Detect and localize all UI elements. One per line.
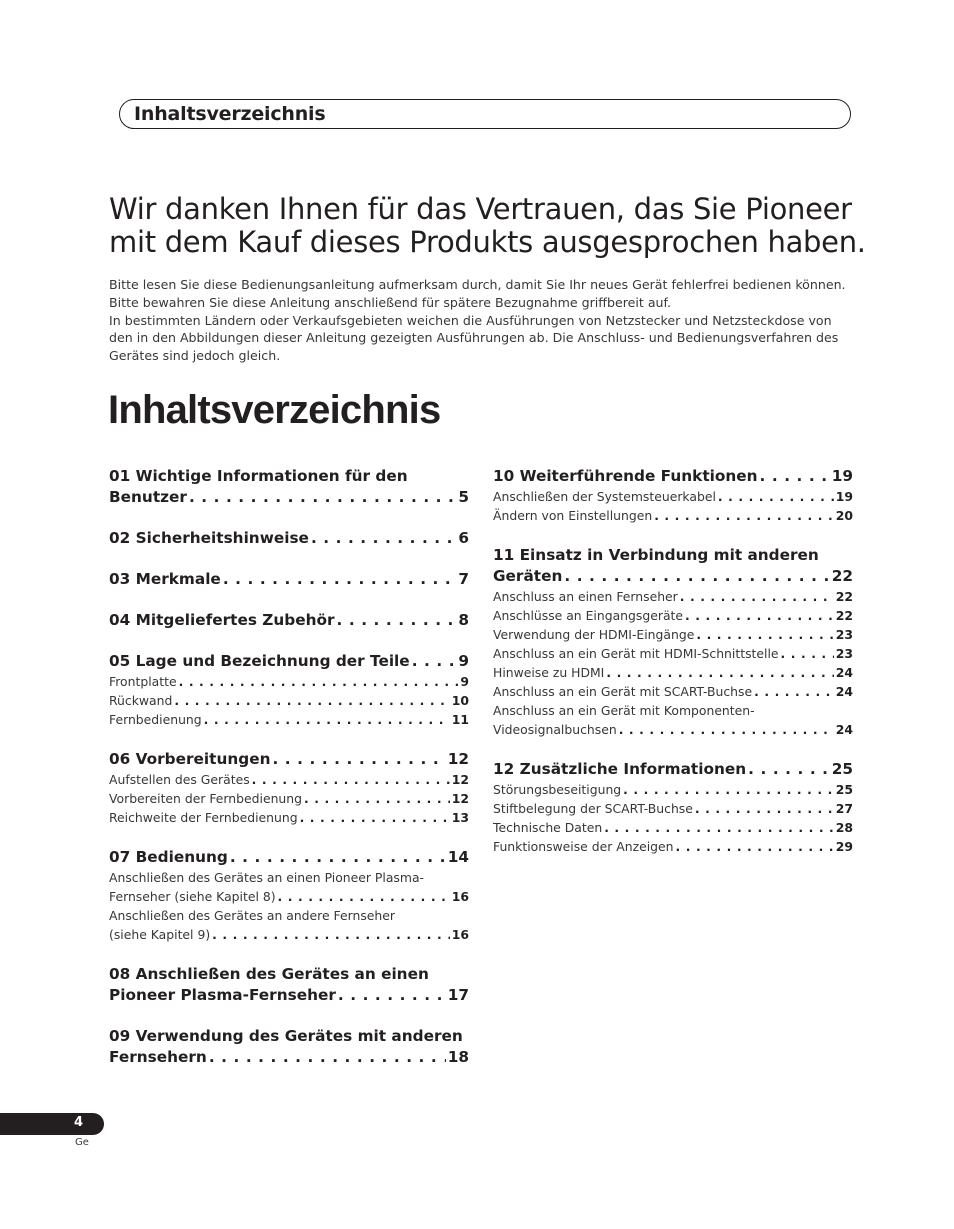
toc-subentry-row [109, 691, 469, 710]
leader-dots [338, 985, 446, 1006]
intro-heading-line-2: mit dem Kauf dieses Produkts ausgesprochen haben. [109, 225, 866, 259]
toc-subentry-label: Videosignalbuchsen [493, 722, 617, 737]
leader-dots [676, 837, 834, 856]
leader-dots [209, 1047, 446, 1068]
toc-subentry[interactable] [109, 868, 469, 906]
leader-dots [695, 799, 834, 818]
toc-chapter-title[interactable] [109, 964, 469, 1006]
toc-subentry[interactable] [109, 691, 469, 710]
toc-subentry-page: 24 [835, 665, 853, 680]
leader-dots [204, 710, 450, 729]
leader-dots [304, 789, 450, 808]
leader-dots [754, 682, 834, 701]
toc-subentry-page: 16 [451, 927, 469, 942]
toc-subentry-row [493, 818, 853, 837]
leader-dots [174, 691, 449, 710]
toc-subentry[interactable] [493, 587, 853, 606]
toc-subentry-row [493, 644, 853, 663]
leader-dots [189, 487, 456, 508]
leader-dots [654, 506, 834, 525]
toc-chapter-page: 18 [447, 1048, 469, 1066]
leader-dots [718, 487, 834, 506]
toc-subentry-page: 11 [451, 712, 469, 727]
toc-chapter-title-line: 11 Einsatz in Verbindung mit anderen [493, 546, 819, 564]
toc-chapter-label: 07 Bedienung [109, 848, 228, 866]
toc-chapter-label: 02 Sicherheitshinweise [109, 529, 309, 547]
toc-chapter-row [493, 566, 853, 587]
toc-chapter-title[interactable] [493, 545, 853, 587]
toc-subentry-label: Störungsbeseitigung [493, 782, 622, 797]
toc-subentry-label: Stiftbelegung der SCART-Buchse [493, 801, 693, 816]
toc-chapter [109, 610, 469, 631]
toc-chapter [109, 1026, 469, 1068]
toc-chapter-page: 14 [447, 848, 469, 866]
toc-chapter-row [109, 610, 469, 631]
toc-subentry-row [493, 606, 853, 625]
toc-subentry-row [493, 587, 853, 606]
toc-subentry[interactable] [109, 710, 469, 729]
toc-chapter-title[interactable] [109, 847, 469, 868]
toc-subentry-page: 20 [835, 508, 853, 523]
toc-chapter-label: 05 Lage und Bezeichnung der Teile [109, 652, 410, 670]
toc-subentry[interactable] [493, 818, 853, 837]
toc-subentry-page: 22 [835, 589, 853, 604]
toc-subentry[interactable] [109, 808, 469, 827]
toc-subentry[interactable] [109, 906, 469, 944]
leader-dots [619, 720, 834, 739]
toc-chapter-page: 8 [458, 611, 469, 629]
toc-column-left [109, 466, 469, 1088]
toc-subentry[interactable] [493, 606, 853, 625]
toc-subentry[interactable] [109, 672, 469, 691]
toc-chapter [493, 545, 853, 739]
toc-subentry-row [109, 672, 469, 691]
toc-subentry-label: (siehe Kapitel 9) [109, 927, 211, 942]
intro-paragraph-2: In bestimmten Ländern oder Verkaufsgebieten weichen die Ausführungen von Netzstecker und Netzsteckdose von den in den Abbildungen dieser Anleitung gezeigten Ausführungen ab. Die Anschluss- und Bedienungsverfahren des Gerätes sind jedoch gleich. [109, 312, 839, 364]
toc-chapter-page: 19 [831, 467, 853, 485]
toc-subentry-label: Vorbereiten der Fernbedienung [109, 791, 303, 806]
toc-chapter-label: Fernsehern [109, 1048, 207, 1066]
toc-subentry-row [493, 720, 853, 739]
toc-subentry-label: Funktionsweise der Anzeigen [493, 839, 674, 854]
toc-chapter-title-line: 09 Verwendung des Gerätes mit anderen [109, 1027, 463, 1045]
toc-subentry-row [493, 837, 853, 856]
toc-chapter-title[interactable] [109, 528, 469, 549]
toc-subentry-label: Fernbedienung [109, 712, 202, 727]
toc-chapter-page: 7 [458, 570, 469, 588]
toc-subentry-page: 27 [835, 801, 853, 816]
toc-subentry-row [109, 789, 469, 808]
toc-chapter [109, 749, 469, 827]
toc-chapter-page: 17 [447, 986, 469, 1004]
toc-chapter-page: 5 [458, 488, 469, 506]
toc-subentry-page: 24 [835, 684, 853, 699]
toc-title: Inhaltsverzeichnis [108, 388, 441, 432]
leader-dots [337, 610, 457, 631]
toc-chapter-page: 9 [458, 652, 469, 670]
toc-chapter-title[interactable] [109, 569, 469, 590]
toc-subentry[interactable] [109, 789, 469, 808]
toc-chapter-row [109, 651, 469, 672]
toc-chapter-row [109, 1047, 469, 1068]
toc-subentry-line: Anschluss an ein Gerät mit Komponenten- [493, 703, 755, 718]
toc-chapter [109, 466, 469, 508]
toc-subentry[interactable] [493, 487, 853, 506]
toc-chapter-row [109, 528, 469, 549]
toc-subentry-page: 28 [835, 820, 853, 835]
toc-chapter [109, 528, 469, 549]
page-number-tab [0, 1113, 104, 1135]
toc-subentry-row [109, 925, 469, 944]
toc-chapter-row [109, 749, 469, 770]
toc-subentry-label: Anschluss an ein Gerät mit HDMI-Schnittstelle [493, 646, 779, 661]
toc-chapter [109, 847, 469, 944]
leader-dots [680, 587, 834, 606]
toc-subentry[interactable] [493, 644, 853, 663]
leader-dots [781, 644, 834, 663]
toc-subentry-page: 23 [835, 627, 853, 642]
toc-subentry-page: 29 [835, 839, 853, 854]
toc-chapter-page: 25 [831, 760, 853, 778]
toc-subentry-page: 23 [835, 646, 853, 661]
toc-chapter [109, 964, 469, 1006]
toc-chapter-label: Benutzer [109, 488, 187, 506]
leader-dots [623, 780, 834, 799]
toc-subentry-label: Anschluss an ein Gerät mit SCART-Buchse [493, 684, 753, 699]
toc-subentry-row [493, 799, 853, 818]
toc-subentry[interactable] [493, 625, 853, 644]
toc-chapter [493, 466, 853, 525]
toc-chapter-title[interactable] [109, 749, 469, 770]
leader-dots [179, 672, 459, 691]
leader-dots [311, 528, 456, 549]
toc-chapter-title[interactable] [109, 466, 469, 508]
toc-subentry-page: 25 [835, 782, 853, 797]
leader-dots [230, 847, 446, 868]
toc-subentry-page: 16 [451, 889, 469, 904]
toc-subentry-row [109, 770, 469, 789]
toc-subentry-label: Anschlüsse an Eingangsgeräte [493, 608, 684, 623]
toc-chapter-page: 6 [458, 529, 469, 547]
toc-subentry-page: 9 [460, 674, 469, 689]
leader-dots [272, 749, 445, 770]
toc-chapter-label: 10 Weiterführende Funktionen [493, 467, 758, 485]
toc-chapter-page: 22 [831, 567, 853, 585]
toc-column-right [493, 466, 853, 876]
toc-chapter-title[interactable] [109, 1026, 469, 1068]
intro-paragraph-1: Bitte lesen Sie diese Bedienungsanleitung aufmerksam durch, damit Sie Ihr neues Gerät fehlerfrei bedienen können. Bitte bewahren Sie diese Anleitung anschließend für spätere Bezugnahme griffbereit auf. [109, 277, 846, 310]
toc-subentry-label: Hinweise zu HDMI [493, 665, 605, 680]
toc-subentry-label: Anschluss an einen Fernseher [493, 589, 678, 604]
toc-subentry-row [109, 887, 469, 906]
toc-chapter [109, 569, 469, 590]
leader-dots [564, 566, 829, 587]
toc-chapter-title[interactable] [493, 466, 853, 487]
intro-heading [109, 193, 889, 259]
toc-subentry-row [493, 487, 853, 506]
toc-chapter-page: 12 [447, 750, 469, 768]
toc-chapter-title[interactable] [109, 610, 469, 631]
toc-subentry-label: Verwendung der HDMI-Eingänge [493, 627, 695, 642]
leader-dots [412, 651, 457, 672]
toc-chapter-label: 12 Zusätzliche Informationen [493, 760, 747, 778]
toc-subentry-row [493, 780, 853, 799]
toc-chapter-row [493, 759, 853, 780]
toc-subentry[interactable] [109, 770, 469, 789]
toc-subentry-page: 19 [835, 489, 853, 504]
toc-subentry-label: Ändern von Einstellungen [493, 508, 653, 523]
language-code: Ge [75, 1137, 89, 1148]
toc-subentry-label: Anschließen der Systemsteuerkabel [493, 489, 716, 504]
toc-chapter-row [109, 487, 469, 508]
toc-subentry-label: Fernseher (siehe Kapitel 8) [109, 889, 276, 904]
toc-chapter-title-line: 08 Anschließen des Gerätes an einen [109, 965, 429, 983]
toc-chapter-title[interactable] [493, 759, 853, 780]
toc-subentry[interactable] [493, 701, 853, 739]
toc-subentry[interactable] [493, 663, 853, 682]
leader-dots [696, 625, 833, 644]
toc-subentry-row [109, 808, 469, 827]
toc-chapter-label: Pioneer Plasma-Fernseher [109, 986, 336, 1004]
toc-chapter-label: Geräten [493, 567, 563, 585]
toc-subentry-row [493, 506, 853, 525]
toc-subentry-page: 13 [451, 810, 469, 825]
toc-subentry-page: 24 [835, 722, 853, 737]
leader-dots [760, 466, 830, 487]
leader-dots [606, 663, 833, 682]
leader-dots [252, 770, 450, 789]
toc-subentry[interactable] [493, 837, 853, 856]
leader-dots [300, 808, 450, 827]
toc-chapter-row [109, 985, 469, 1006]
toc-chapter-row [493, 466, 853, 487]
toc-chapter-label: 03 Merkmale [109, 570, 221, 588]
leader-dots [604, 818, 834, 837]
toc-subentry-label: Technische Daten [493, 820, 603, 835]
toc-subentry-row [493, 682, 853, 701]
toc-subentry[interactable] [493, 506, 853, 525]
intro-heading-line-1: Wir danken Ihnen für das Vertrauen, das Sie Pioneer [109, 192, 852, 226]
toc-chapter-row [109, 847, 469, 868]
leader-dots [748, 759, 830, 780]
leader-dots [212, 925, 450, 944]
toc-subentry-line: Anschließen des Gerätes an andere Fernseher [109, 908, 396, 923]
toc-chapter-title-line: 01 Wichtige Informationen für den [109, 467, 408, 485]
toc-subentry[interactable] [493, 799, 853, 818]
toc-subentry-page: 12 [451, 772, 469, 787]
toc-chapter [109, 651, 469, 729]
toc-chapter-label: 06 Vorbereitungen [109, 750, 271, 768]
intro-body [109, 276, 859, 365]
toc-subentry-row [109, 710, 469, 729]
toc-chapter-title[interactable] [109, 651, 469, 672]
toc-chapter [493, 759, 853, 856]
toc-subentry-page: 12 [451, 791, 469, 806]
toc-subentry[interactable] [493, 780, 853, 799]
toc-subentry-label: Reichweite der Fernbedienung [109, 810, 298, 825]
toc-subentry-line: Anschließen des Gerätes an einen Pioneer Plasma- [109, 870, 425, 885]
leader-dots [685, 606, 834, 625]
section-header-tab [119, 99, 851, 129]
toc-subentry-row [493, 625, 853, 644]
leader-dots [223, 569, 457, 590]
toc-chapter-label: 04 Mitgeliefertes Zubehör [109, 611, 335, 629]
toc-subentry[interactable] [493, 682, 853, 701]
toc-subentry-page: 10 [451, 693, 469, 708]
toc-subentry-label: Aufstellen des Gerätes [109, 772, 250, 787]
toc-subentry-page: 22 [835, 608, 853, 623]
section-header-label: Inhaltsverzeichnis [134, 103, 326, 125]
toc-subentry-label: Frontplatte [109, 674, 177, 689]
leader-dots [278, 887, 450, 906]
page-number: 4 [73, 1115, 83, 1130]
toc-subentry-label: Rückwand [109, 693, 173, 708]
toc-chapter-row [109, 569, 469, 590]
toc-subentry-row [493, 663, 853, 682]
